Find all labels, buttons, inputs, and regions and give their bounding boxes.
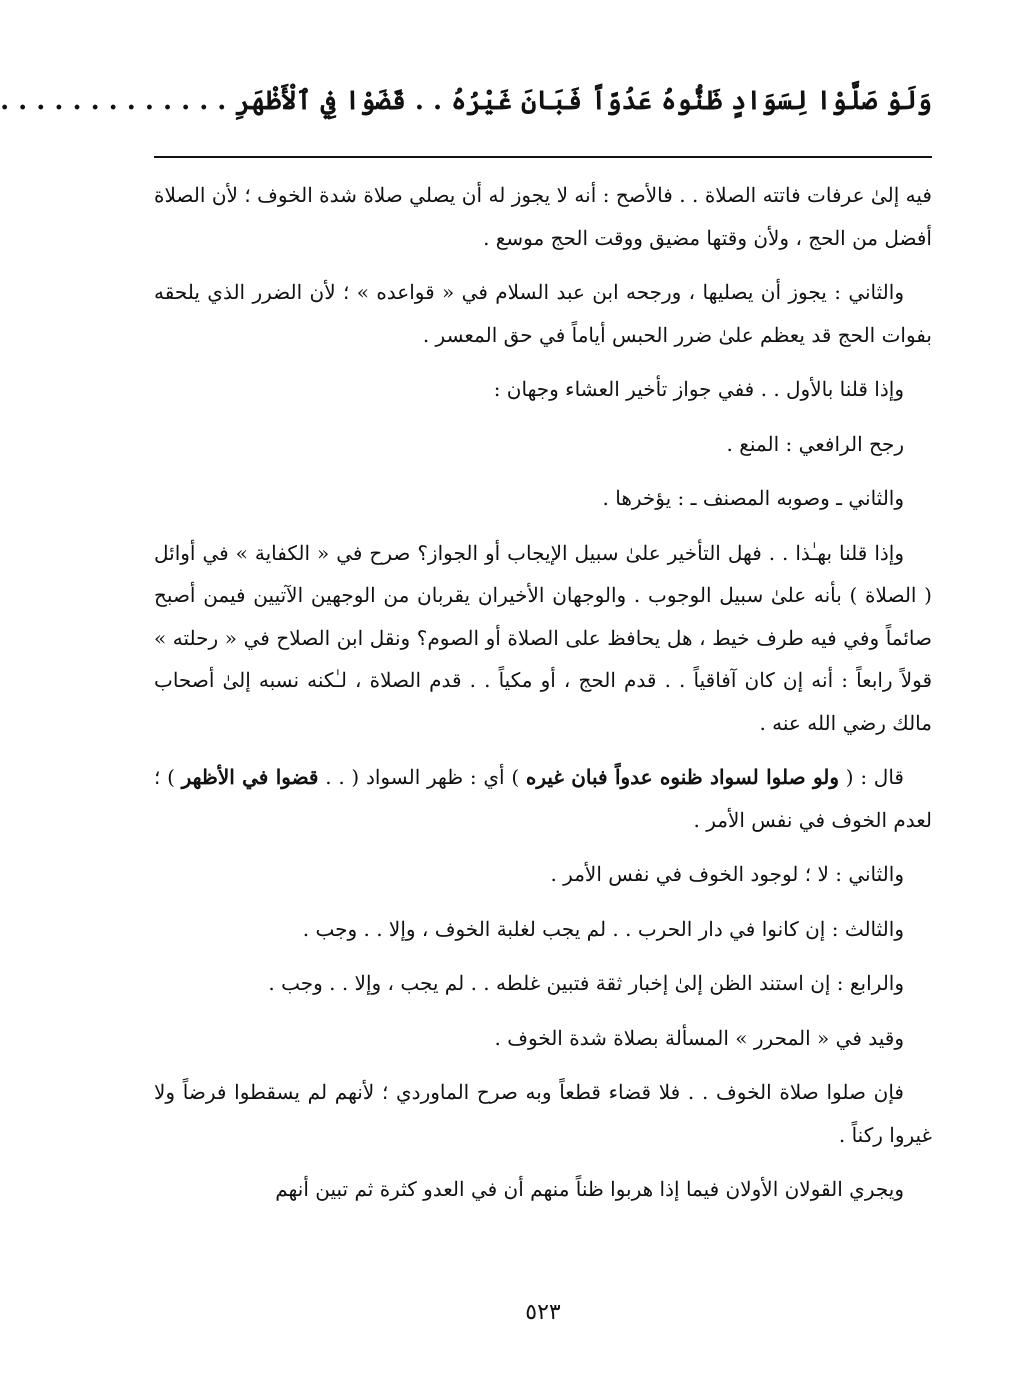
paragraph-7-prefix: قال : ( [839, 765, 904, 789]
paragraph-7-middle: ) أي : ظهر السواد ( . . [318, 765, 526, 789]
paragraph-10: والرابع : إن استند الظن إلىٰ إخبار ثقة فتبين غلطه . . لم يجب ، وإلا . . وجب . [268, 971, 904, 995]
paragraph-4: رجح الرافعي : المنع . [726, 431, 904, 456]
header-divider [154, 156, 932, 158]
page-number: ٥٢٣ [525, 1300, 561, 1325]
paragraph-7-quoted-matn [154, 756, 932, 841]
paragraph-5: والثاني ـ وصوبه المصنف ـ : يؤخرها . [602, 486, 904, 510]
paragraph-7-bold-matn-2: قضوا في الأظهر [181, 765, 319, 789]
paragraph-11: وقيد في « المحرر » المسألة بصلاة شدة الخوف . [494, 1025, 904, 1050]
commentary-body [154, 174, 932, 1223]
paragraph-12: فإن صلوا صلاة الخوف . . فلا قضاء قطعاً وبه صرح الماوردي ؛ لأنهم لم يسقطوا فرضاً ولا غيروا ركناً . [154, 1080, 932, 1147]
paragraph-2: والثاني : يجوز أن يصليها ، ورجحه ابن عبد السلام في « قواعده » ؛ لأن الضرر الذي يلحقه بفوات الحج قد يعظم علىٰ ضرر الحبس أياماً في حق المعسر . [154, 280, 932, 347]
paragraph-7-bold-matn: ولو صلوا لسواد ظنوه عدواً فبان غيره [525, 765, 840, 789]
matn-header-line: وَلَوْ صَلَّوْا لِسَوَادٍ ظَنُّوهُ عَدُوّاً فَبَانَ غَيْرُهُ . . قَضَوْا فِي ٱلْأَظْهَرِ . . . . . . . . . . . . . [0, 86, 932, 116]
paragraph-8: والثاني : لا ؛ لوجود الخوف في نفس الأمر . [550, 862, 904, 886]
paragraph-7-suffix: ) ؛ لعدم الخوف في نفس الأمر . [154, 765, 932, 832]
paragraph-9: والثالث : إن كانوا في دار الحرب . . لم يجب لغلبة الخوف ، وإلا . . وجب . [302, 916, 904, 941]
paragraph-1: فيه إلىٰ عرفات فاتته الصلاة . . فالأصح : أنه لا يجوز له أن يصلي صلاة شدة الخوف ؛ لأن الصلاة أفضل من الحج ، ولأن وقتها مضيق ووقت الحج موسع . [154, 183, 932, 250]
paragraph-6: وإذا قلنا بهـٰذا . . فهل التأخير علىٰ سبيل الإيجاب أو الجواز؟ صرح في « الكفاية » في أوائل ( الصلاة ) بأنه علىٰ سبيل الوجوب . والوجهان الأخيران يقربان من الوجهين الآتيين فيمن أصبح صائماً وفي فيه طرف خيط ، هل يحافظ على الصلاة أو الصوم؟ ونقل ابن الصلاح في « رحلته » قولاً رابعاً : أنه إن كان آفاقياً . . قدم الحج ، أو مكياً . . قدم الصلاة ، لـٰكنه نسبه إلىٰ أصحاب مالك رضي الله عنه . [154, 540, 933, 735]
paragraph-3: وإذا قلنا بالأول . . ففي جواز تأخير العشاء وجهان : [493, 377, 904, 401]
paragraph-13: ويجري القولان الأولان فيما إذا هربوا ظناً منهم أن في العدو كثرة ثم تبين أنهم [275, 1177, 904, 1201]
